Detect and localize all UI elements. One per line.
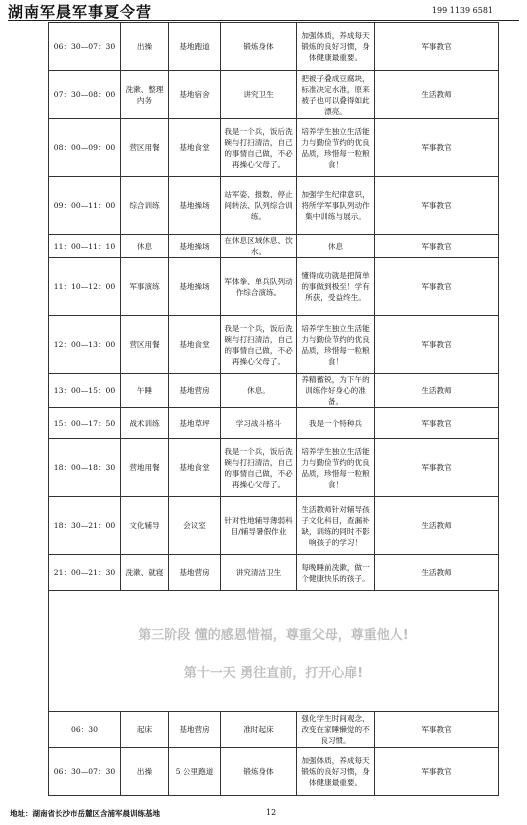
table-row xyxy=(49,177,499,235)
activity-cell: 综合训练 xyxy=(121,177,169,235)
goal-cell: 强化学生时间观念，改变在家睡懒觉的不良习惯。 xyxy=(297,712,375,748)
header-phone: 199 1139 6581 xyxy=(431,6,493,15)
activity-cell: 战术训练 xyxy=(121,408,169,439)
goal-cell: 加强体质，养成每天锻炼的良好习惯，身体健康最重要。 xyxy=(297,23,375,71)
activity-cell: 洗漱、整理内务 xyxy=(121,71,169,119)
content-cell: 学习战斗格斗 xyxy=(221,408,297,439)
content-cell: 针对性地辅导薄弱科目/辅导暑假作业 xyxy=(221,497,297,555)
activity-cell: 洗漱、就寝 xyxy=(121,555,169,591)
activity-cell: 文化辅导 xyxy=(121,497,169,555)
teacher-cell: 生活教师 xyxy=(375,71,499,119)
content-cell: 休息。 xyxy=(221,374,297,408)
place-cell: 基地营房 xyxy=(169,555,221,591)
teacher-cell: 军事教官 xyxy=(375,235,499,258)
table-row xyxy=(49,258,499,316)
teacher-cell: 军事教官 xyxy=(375,23,499,71)
content-cell: 我是一个兵，饭后洗碗与打扫清洁，自己的事情自己做，不必再操心父母了。 xyxy=(221,119,297,177)
schedule-rows-day11 xyxy=(49,712,499,796)
time-cell: 11：10—12：00 xyxy=(49,258,121,316)
time-cell: 12：00—13：00 xyxy=(49,316,121,374)
goal-cell: 培养学生独立生活能力与勤俭节约的优良品质，珍惜每一粒粮食！ xyxy=(297,439,375,497)
phase-banner xyxy=(49,591,499,712)
goal-cell: 把被子叠成豆腐块，标准决定水准，原来被子也可以叠得如此漂亮。 xyxy=(297,71,375,119)
content-cell: 在休息区域休息、饮水。 xyxy=(221,235,297,258)
teacher-cell: 军事教官 xyxy=(375,258,499,316)
goal-cell: 生活教师针对辅导孩子文化科目，查漏补缺，训练的同时不影响孩子的学习！ xyxy=(297,497,375,555)
place-cell: 基地营房 xyxy=(169,374,221,408)
day-heading: 第十一天 勇往直前，打开心扉! xyxy=(183,666,364,681)
teacher-cell: 军事教官 xyxy=(375,119,499,177)
goal-cell: 我是一个特种兵 xyxy=(297,408,375,439)
content-cell: 站军姿、报数、停止间转法、队列综合训练。 xyxy=(221,177,297,235)
table-row xyxy=(49,712,499,748)
footer-address: 地址：湖南省长沙市岳麓区含浦军晨训练基地 xyxy=(10,809,160,818)
table-row xyxy=(49,316,499,374)
place-cell: 基地操场 xyxy=(169,258,221,316)
goal-cell: 休息 xyxy=(297,235,375,258)
time-cell: 06：30—07：30 xyxy=(49,23,121,71)
phase-heading: 第三阶段 懂的感恩惜福，尊重父母，尊重他人! xyxy=(138,628,409,643)
teacher-cell: 生活教师 xyxy=(375,497,499,555)
schedule-table xyxy=(48,22,499,796)
time-cell: 21：00—21：30 xyxy=(49,555,121,591)
teacher-cell: 军事教官 xyxy=(375,712,499,748)
time-cell: 06：30 xyxy=(49,712,121,748)
phase-cell xyxy=(49,591,499,712)
activity-cell: 出操 xyxy=(121,23,169,71)
teacher-cell: 军事教官 xyxy=(375,439,499,497)
teacher-cell: 军事教官 xyxy=(375,316,499,374)
time-cell: 08：00—09：00 xyxy=(49,119,121,177)
content-cell: 讲究清洁卫生 xyxy=(221,555,297,591)
teacher-cell: 生活教师 xyxy=(375,555,499,591)
place-cell: 基地草坪 xyxy=(169,408,221,439)
goal-cell: 懂得成功就是把简单的事做到极至！学有所获，受益终生。 xyxy=(297,258,375,316)
content-cell: 军体拳、单兵队列动作综合演练。 xyxy=(221,258,297,316)
time-cell: 11：00—11：10 xyxy=(49,235,121,258)
schedule-rows-day10 xyxy=(49,23,499,591)
place-cell: 基地食堂 xyxy=(169,119,221,177)
place-cell: 基地宿舍 xyxy=(169,71,221,119)
table-row xyxy=(49,374,499,408)
activity-cell: 起床 xyxy=(121,712,169,748)
time-cell: 09：00—11：00 xyxy=(49,177,121,235)
page-header xyxy=(0,0,527,22)
activity-cell: 营区用餐 xyxy=(121,316,169,374)
table-row xyxy=(49,408,499,439)
goal-cell: 加强学生纪律意识，将所学军事队列动作集中训练与展示。 xyxy=(297,177,375,235)
teacher-cell: 生活教师 xyxy=(375,374,499,408)
table-row xyxy=(49,71,499,119)
place-cell: 基地操场 xyxy=(169,235,221,258)
time-cell: 18：00—18：30 xyxy=(49,439,121,497)
place-cell: 基地跑道 xyxy=(169,23,221,71)
place-cell: 基地操场 xyxy=(169,177,221,235)
table-row xyxy=(49,119,499,177)
header-title: 湖南军晨军事夏令营 xyxy=(8,3,153,21)
time-cell: 18：30—21：00 xyxy=(49,497,121,555)
content-cell: 准时起床 xyxy=(221,712,297,748)
goal-cell: 每晚睡前洗漱，做一个健康快乐的孩子。 xyxy=(297,555,375,591)
place-cell: 基地食堂 xyxy=(169,316,221,374)
time-cell: 07：30—08：00 xyxy=(49,71,121,119)
place-cell: 基地营房 xyxy=(169,712,221,748)
content-cell: 我是一个兵，饭后洗碗与打扫清洁，自己的事情自己做，不必再操心父母了。 xyxy=(221,316,297,374)
time-cell: 15：00—17：50 xyxy=(49,408,121,439)
teacher-cell: 军事教官 xyxy=(375,177,499,235)
teacher-cell: 军事教官 xyxy=(375,748,499,796)
content-cell: 我是一个兵，饭后洗碗与打扫清洁，自己的事情自己做，不必再操心父母了。 xyxy=(221,439,297,497)
content-cell: 锻炼身体 xyxy=(221,748,297,796)
activity-cell: 营地用餐 xyxy=(121,439,169,497)
teacher-cell: 军事教官 xyxy=(375,408,499,439)
table-row xyxy=(49,23,499,71)
activity-cell: 军事演练 xyxy=(121,258,169,316)
content-cell: 锻炼身体 xyxy=(221,23,297,71)
page-number: 12 xyxy=(266,808,277,817)
table-row xyxy=(49,748,499,796)
goal-cell: 培养学生独立生活能力与勤俭节约的优良品质，珍惜每一粒粮食！ xyxy=(297,119,375,177)
phase-row xyxy=(49,591,499,712)
goal-cell: 养精蓄锐，为下午的训练作好身心的准备。 xyxy=(297,374,375,408)
time-cell: 06：30—07：30 xyxy=(49,748,121,796)
activity-cell: 营区用餐 xyxy=(121,119,169,177)
place-cell: 基地食堂 xyxy=(169,439,221,497)
table-row xyxy=(49,439,499,497)
activity-cell: 休息 xyxy=(121,235,169,258)
header-divider xyxy=(8,20,519,21)
place-cell: 会议室 xyxy=(169,497,221,555)
place-cell: 5 公里跑道 xyxy=(169,748,221,796)
goal-cell: 培养学生独立生活能力与勤俭节约的优良品质，珍惜每一粒粮食！ xyxy=(297,316,375,374)
activity-cell: 出操 xyxy=(121,748,169,796)
goal-cell: 加强体质，养成每天锻炼的良好习惯，身体健康最重要。 xyxy=(297,748,375,796)
content-cell: 讲究卫生 xyxy=(221,71,297,119)
time-cell: 13：00—15：00 xyxy=(49,374,121,408)
activity-cell: 午睡 xyxy=(121,374,169,408)
table-row xyxy=(49,235,499,258)
table-row xyxy=(49,497,499,555)
table-row xyxy=(49,555,499,591)
